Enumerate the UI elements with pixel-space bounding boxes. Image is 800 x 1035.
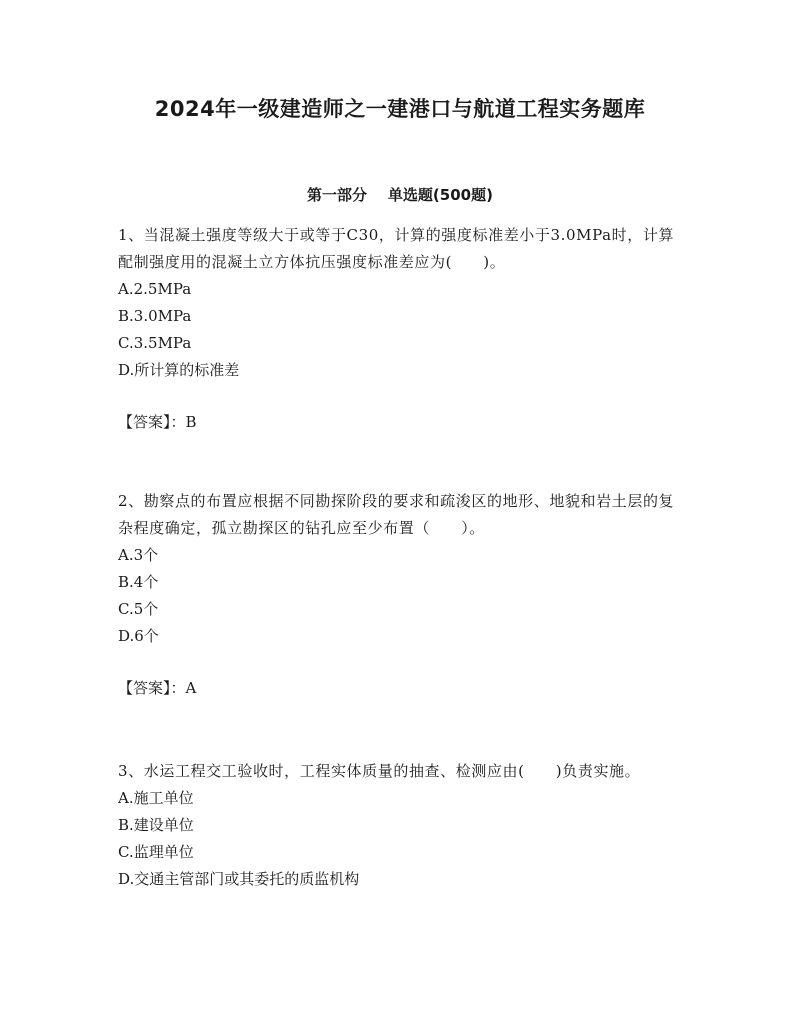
option-c: C.5个 [118, 600, 159, 618]
question-spacer [118, 436, 688, 488]
question-item [118, 758, 688, 893]
option-d: D.6个 [118, 627, 159, 645]
question-stem: 3、水运工程交工验收时，工程实体质量的抽查、检测应由( )负责实施。 [118, 762, 641, 780]
option-b: B.3.0MPa [118, 307, 192, 325]
question-item [118, 222, 688, 436]
option-a: A.2.5MPa [118, 280, 192, 298]
option-c: C.3.5MPa [118, 334, 192, 352]
answer-value: A [185, 679, 197, 697]
question-stem: 1、当混凝土强度等级大于或等于C30，计算的强度标准差小于3.0MPa时，计算配制强度用的混凝土立方体抗压强度标准差应为( )。 [118, 226, 675, 271]
document-title: 2024年一级建造师之一建港口与航道工程实务题库 [154, 97, 646, 121]
question-stem: 2、勘察点的布置应根据不同勘探阶段的要求和疏浚区的地形、地貌和岩土层的复杂程度确定，孤立勘探区的钻孔应至少布置（ ）。 [118, 492, 675, 537]
option-a: A.3个 [118, 546, 159, 564]
question-spacer [118, 702, 688, 758]
option-b: B.4个 [118, 573, 159, 591]
option-c: C.监理单位 [118, 843, 194, 861]
question-item [118, 488, 688, 702]
section-heading: 第一部分 单选题(500题) [307, 186, 493, 204]
option-d: D.交通主管部门或其委托的质监机构 [118, 870, 360, 888]
answer-label: 【答案】 [118, 413, 171, 431]
option-a: A.施工单位 [118, 789, 194, 807]
answer-separator: ： [170, 413, 186, 431]
answer-value: B [185, 413, 197, 431]
question-list [118, 222, 688, 893]
answer-separator: ： [170, 679, 186, 697]
answer-label: 【答案】 [118, 679, 171, 697]
option-b: B.建设单位 [118, 816, 194, 834]
answer-line [118, 409, 688, 436]
answer-line [118, 675, 688, 702]
option-d: D.所计算的标准差 [118, 361, 240, 379]
